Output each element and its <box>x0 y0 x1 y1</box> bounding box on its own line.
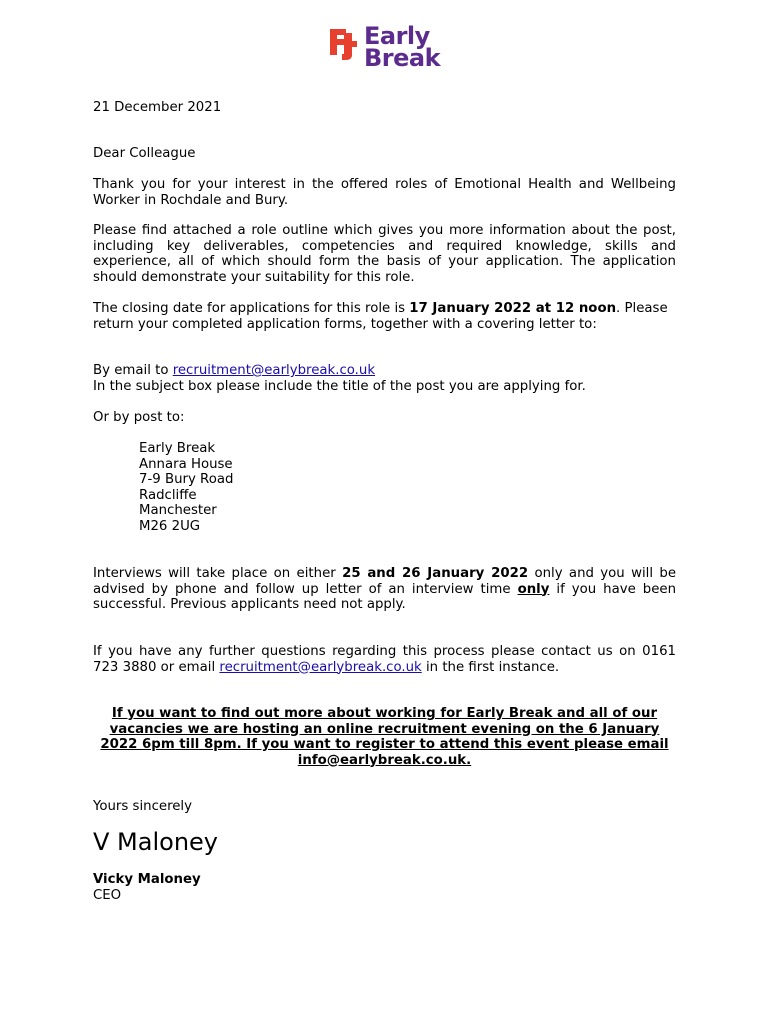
recruitment-email-link[interactable]: recruitment@earlybreak.co.uk <box>172 363 376 378</box>
address-line: Manchester <box>139 503 217 518</box>
logo-word-early: Early <box>364 22 430 50</box>
paragraph-questions: If you have any further questions regarding this process please contact us on 0161 723 3880 or email recruitment@earlybreak.co.uk in the first instance. <box>93 644 676 675</box>
address-line: Radcliffe <box>139 487 197 503</box>
questions-email-link[interactable]: recruitment@earlybreak.co.uk <box>219 659 422 675</box>
event-notice: If you want to find out more about working for Early Break and all of our vacancies we are hosting an online recruitment evening on the 6 January 2022 6pm till 8pm. If you want to register to attend this event please email info@earlybreak.co.uk. <box>100 706 669 768</box>
signer-name: Vicky Maloney <box>93 872 201 887</box>
interview-dates: 25 and 26 January 2022 <box>342 566 529 581</box>
paragraph-interest: Thank you for your interest in the offered roles of Emotional Health and Wellbeing Worker in Rochdale and Bury. <box>93 177 676 208</box>
signature: V Maloney <box>93 828 218 856</box>
address-line: 7-9 Bury Road <box>139 472 234 487</box>
address-line: M26 2UG <box>139 518 201 534</box>
paragraph-closing-date: The closing date for applications for this role is 17 January 2022 at 12 noon. Please return your completed application forms, together with a covering letter to: <box>93 301 668 332</box>
paragraph-interviews: Interviews will take place on either 25 and 26 January 2022 only and you will be advised by phone and follow up letter of an interview time only if you have been successful. Previous applicants need not apply. <box>93 566 676 612</box>
paragraph-email: By email to recruitment@earlybreak.co.uk In the subject box please include the title of the post you are applying for. <box>93 363 586 394</box>
address-line: Early Break <box>139 441 216 456</box>
signoff: Yours sincerely <box>93 799 192 814</box>
postal-address <box>139 441 233 534</box>
letter-date: 21 December 2021 <box>93 100 222 115</box>
post-intro: Or by post to: <box>93 410 185 425</box>
early-break-logo <box>326 23 446 71</box>
salutation: Dear Colleague <box>93 146 196 161</box>
logo-word-break: Break <box>364 44 441 72</box>
only-emphasis: only <box>517 581 550 597</box>
ampersand-logo-icon <box>326 23 358 61</box>
signer-title: CEO <box>93 888 122 903</box>
closing-date: 17 January 2022 at 12 noon <box>409 301 617 316</box>
address-line: Annara House <box>139 456 233 472</box>
paragraph-role-outline: Please find attached a role outline which gives you more information about the post, including key deliverables, competencies and required knowledge, skills and experience, all of which should form the basis of your application. The application should demonstrate your suitability for this role. <box>93 223 676 285</box>
